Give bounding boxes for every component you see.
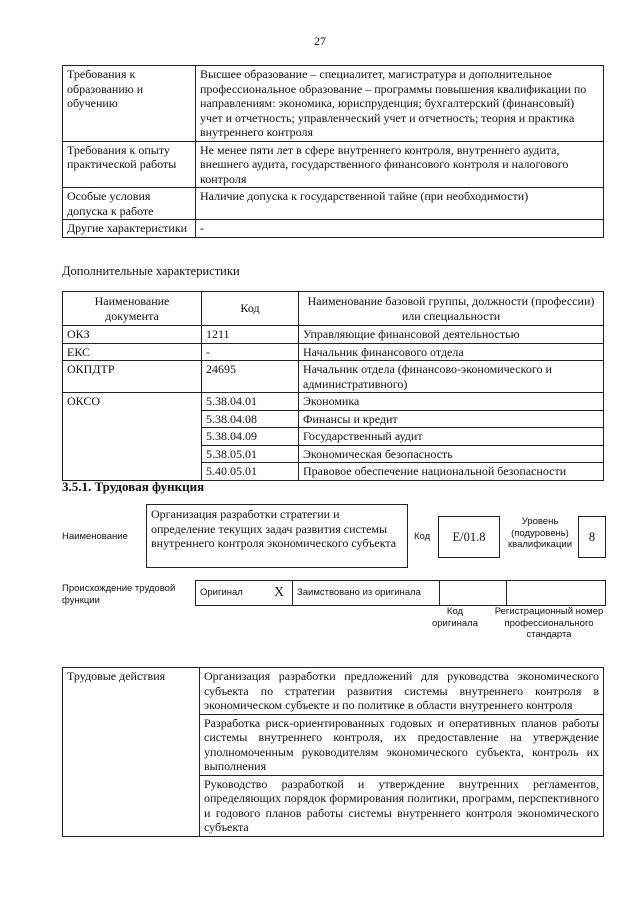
additional-characteristics-table bbox=[62, 291, 604, 481]
additional-characteristics-title: Дополнительные характеристики bbox=[62, 264, 240, 278]
table-row bbox=[196, 581, 606, 606]
table-row bbox=[63, 220, 604, 238]
labor-action-item: Организация разработки предложений для руководства экономического субъекта по стратегии развития системы внутреннего контроля в экономическом субъекте и по политике в области внутреннего контроля bbox=[200, 668, 604, 715]
doc-cell: ОКЗ bbox=[63, 326, 202, 344]
function-name-box: Организация разработки стратегии и определение текущих задач развития системы внутреннего контроля экономического субъекта bbox=[146, 504, 408, 568]
original-code-caption: Код оригинала bbox=[431, 606, 478, 629]
code-cell: 5.38.05.01 bbox=[202, 445, 299, 463]
name-cell: Управляющие финансовой деятельностью bbox=[299, 326, 604, 344]
other-label: Другие характеристики bbox=[63, 220, 196, 238]
code-cell: 24695 bbox=[202, 361, 299, 393]
table-row bbox=[63, 343, 604, 361]
function-code-label: Код bbox=[414, 531, 431, 542]
labor-action-item: Руководство разработкой и утверждение внутренних регламентов, определяющих порядок формирования политики, программ, перспективного и годового планов работы системы внутреннего контроля экономического субъекта bbox=[200, 775, 604, 836]
original-mark: X bbox=[266, 581, 293, 606]
registration-number-cell bbox=[507, 581, 606, 606]
labor-actions-label: Трудовые действия bbox=[63, 668, 200, 837]
function-name-label: Наименование bbox=[62, 531, 128, 542]
experience-label: Требования к опыту практической работы bbox=[63, 141, 196, 188]
function-code-box: E/01.8 bbox=[438, 516, 500, 558]
code-cell: 5.38.04.01 bbox=[202, 393, 299, 411]
table-row bbox=[63, 668, 604, 715]
code-cell: 5.40.05.01 bbox=[202, 463, 299, 481]
code-cell: 5.38.04.09 bbox=[202, 428, 299, 446]
education-value: Высшее образование – специалитет, магистратура и дополнительное профессиональное образование – программы повышения квалификации по направлениям: экономика, юриспруденция; бухгалтерский (финансовый) учет и отчетность; управленческий учет и отчетность; теория и практика внутреннего контроля bbox=[196, 66, 604, 142]
table-row bbox=[63, 326, 604, 344]
other-value: - bbox=[196, 220, 604, 238]
admission-value: Наличие допуска к государственной тайне (при необходимости) bbox=[196, 188, 604, 220]
labor-actions-table bbox=[62, 667, 604, 837]
name-cell: Начальник отдела (финансово-экономического и административного) bbox=[299, 361, 604, 393]
origin-table bbox=[195, 580, 606, 606]
table-row bbox=[63, 66, 604, 142]
table-row bbox=[63, 393, 604, 411]
name-cell: Экономика bbox=[299, 393, 604, 411]
name-cell: Начальник финансового отдела bbox=[299, 343, 604, 361]
borrowed-label: Заимствовано из оригинала bbox=[293, 581, 440, 606]
table-header-row bbox=[63, 292, 604, 326]
education-label: Требования к образованию и обучению bbox=[63, 66, 196, 142]
qualification-level-box: 8 bbox=[578, 516, 606, 558]
origin-label: Происхождение трудовой функции bbox=[62, 583, 176, 606]
header-code: Код bbox=[202, 292, 299, 326]
registration-number-caption: Регистрационный номер профессионального стандарта bbox=[494, 606, 604, 640]
code-cell: 5.38.04.08 bbox=[202, 410, 299, 428]
code-cell: 1211 bbox=[202, 326, 299, 344]
experience-value: Не менее пяти лет в сфере внутреннего контроля, внутреннего аудита, внешнего аудита, государственного финансового контроля и налогового контроля bbox=[196, 141, 604, 188]
table-row bbox=[63, 141, 604, 188]
doc-cell: ОКПДТР bbox=[63, 361, 202, 393]
header-name: Наименование базовой группы, должности (профессии) или специальности bbox=[299, 292, 604, 326]
original-code-cell bbox=[440, 581, 507, 606]
doc-cell-okso: ОКСО bbox=[63, 393, 202, 481]
original-label: Оригинал bbox=[196, 581, 267, 606]
requirements-table bbox=[62, 65, 604, 238]
page-number: 27 bbox=[314, 34, 326, 48]
header-document: Наименование документа bbox=[63, 292, 202, 326]
table-row bbox=[63, 361, 604, 393]
table-row bbox=[63, 188, 604, 220]
name-cell: Финансы и кредит bbox=[299, 410, 604, 428]
labor-action-item: Разработка риск-ориентированных годовых и оперативных планов работы системы внутреннего контроля, их предоставление на утверждение уполномоченным руководителям экономического субъекта, контроль их выполнения bbox=[200, 714, 604, 775]
admission-label: Особые условия допуска к работе bbox=[63, 188, 196, 220]
labor-function-heading: 3.5.1. Трудовая функция bbox=[62, 479, 205, 494]
code-cell: - bbox=[202, 343, 299, 361]
name-cell: Правовое обеспечение национальной безопасности bbox=[299, 463, 604, 481]
qualification-level-label: Уровень (подуровень) квалификации bbox=[507, 516, 573, 550]
doc-cell: ЕКС bbox=[63, 343, 202, 361]
name-cell: Экономическая безопасность bbox=[299, 445, 604, 463]
name-cell: Государственный аудит bbox=[299, 428, 604, 446]
